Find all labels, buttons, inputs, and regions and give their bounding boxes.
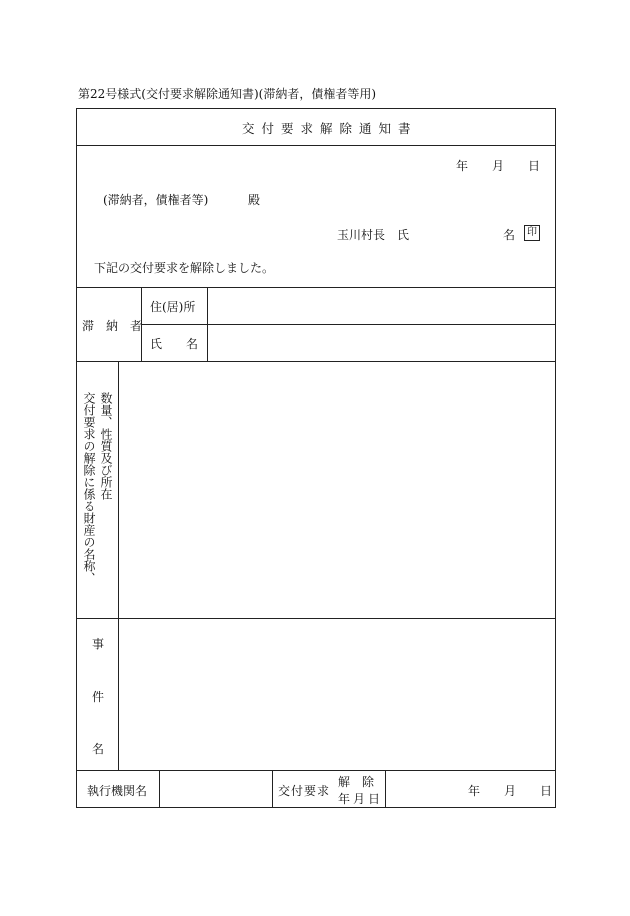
release-label: 解 除 bbox=[338, 775, 375, 789]
form-title: 交付要求解除通知書 bbox=[242, 121, 418, 136]
property-value[interactable] bbox=[126, 370, 550, 610]
agency-label: 執行機関名 bbox=[87, 784, 148, 798]
header-divider bbox=[76, 287, 556, 288]
honorific: 殿 bbox=[248, 193, 261, 207]
footer-divider-2 bbox=[272, 770, 273, 808]
title-divider bbox=[76, 145, 556, 146]
case-name-char-2: 件 bbox=[91, 690, 104, 704]
footer-divider-3 bbox=[385, 770, 386, 808]
name-value[interactable] bbox=[215, 335, 550, 351]
property-label-line1: 交付要求の解除に係る財産の名称、 bbox=[82, 392, 96, 584]
footer-year-label: 年 bbox=[468, 784, 481, 798]
property-label-divider bbox=[118, 361, 119, 770]
delinquent-row-divider bbox=[141, 324, 556, 325]
address-label: 住(居)所 bbox=[150, 300, 196, 314]
footer-divider-1 bbox=[159, 770, 160, 808]
property-divider bbox=[76, 618, 556, 619]
delinquent-divider bbox=[76, 361, 556, 362]
agency-value[interactable] bbox=[166, 782, 266, 798]
footer-day-label: 日 bbox=[540, 784, 553, 798]
release-date-label: 年月日 bbox=[338, 792, 384, 806]
seal-mark: 印 bbox=[524, 225, 540, 241]
statement: 下記の交付要求を解除しました。 bbox=[94, 261, 275, 275]
footer-month-label: 月 bbox=[504, 784, 517, 798]
date-day-label: 日 bbox=[528, 159, 541, 173]
delinquent-field-divider bbox=[207, 287, 208, 361]
issuer-position: 玉川村長 氏 bbox=[337, 228, 410, 242]
case-divider bbox=[76, 770, 556, 771]
request-label: 交付要求 bbox=[278, 784, 331, 798]
addressee: (滞納者，債権者等) bbox=[103, 193, 209, 207]
date-year-label: 年 bbox=[456, 159, 469, 173]
issuer-name-label: 名 bbox=[503, 228, 516, 242]
address-value[interactable] bbox=[215, 298, 550, 314]
date-month-label: 月 bbox=[492, 159, 505, 173]
name-label: 氏 名 bbox=[150, 337, 199, 351]
case-name-char-3: 名 bbox=[91, 742, 104, 756]
form-number-label: 第22号様式(交付要求解除通知書)(滞納者，債権者等用) bbox=[78, 87, 376, 101]
property-label-line2: 数量、性質及び所在 bbox=[99, 392, 113, 500]
case-name-value[interactable] bbox=[126, 628, 550, 764]
delinquent-label: 滞 納 者 bbox=[82, 319, 143, 333]
case-name-char-1: 事 bbox=[91, 637, 104, 651]
